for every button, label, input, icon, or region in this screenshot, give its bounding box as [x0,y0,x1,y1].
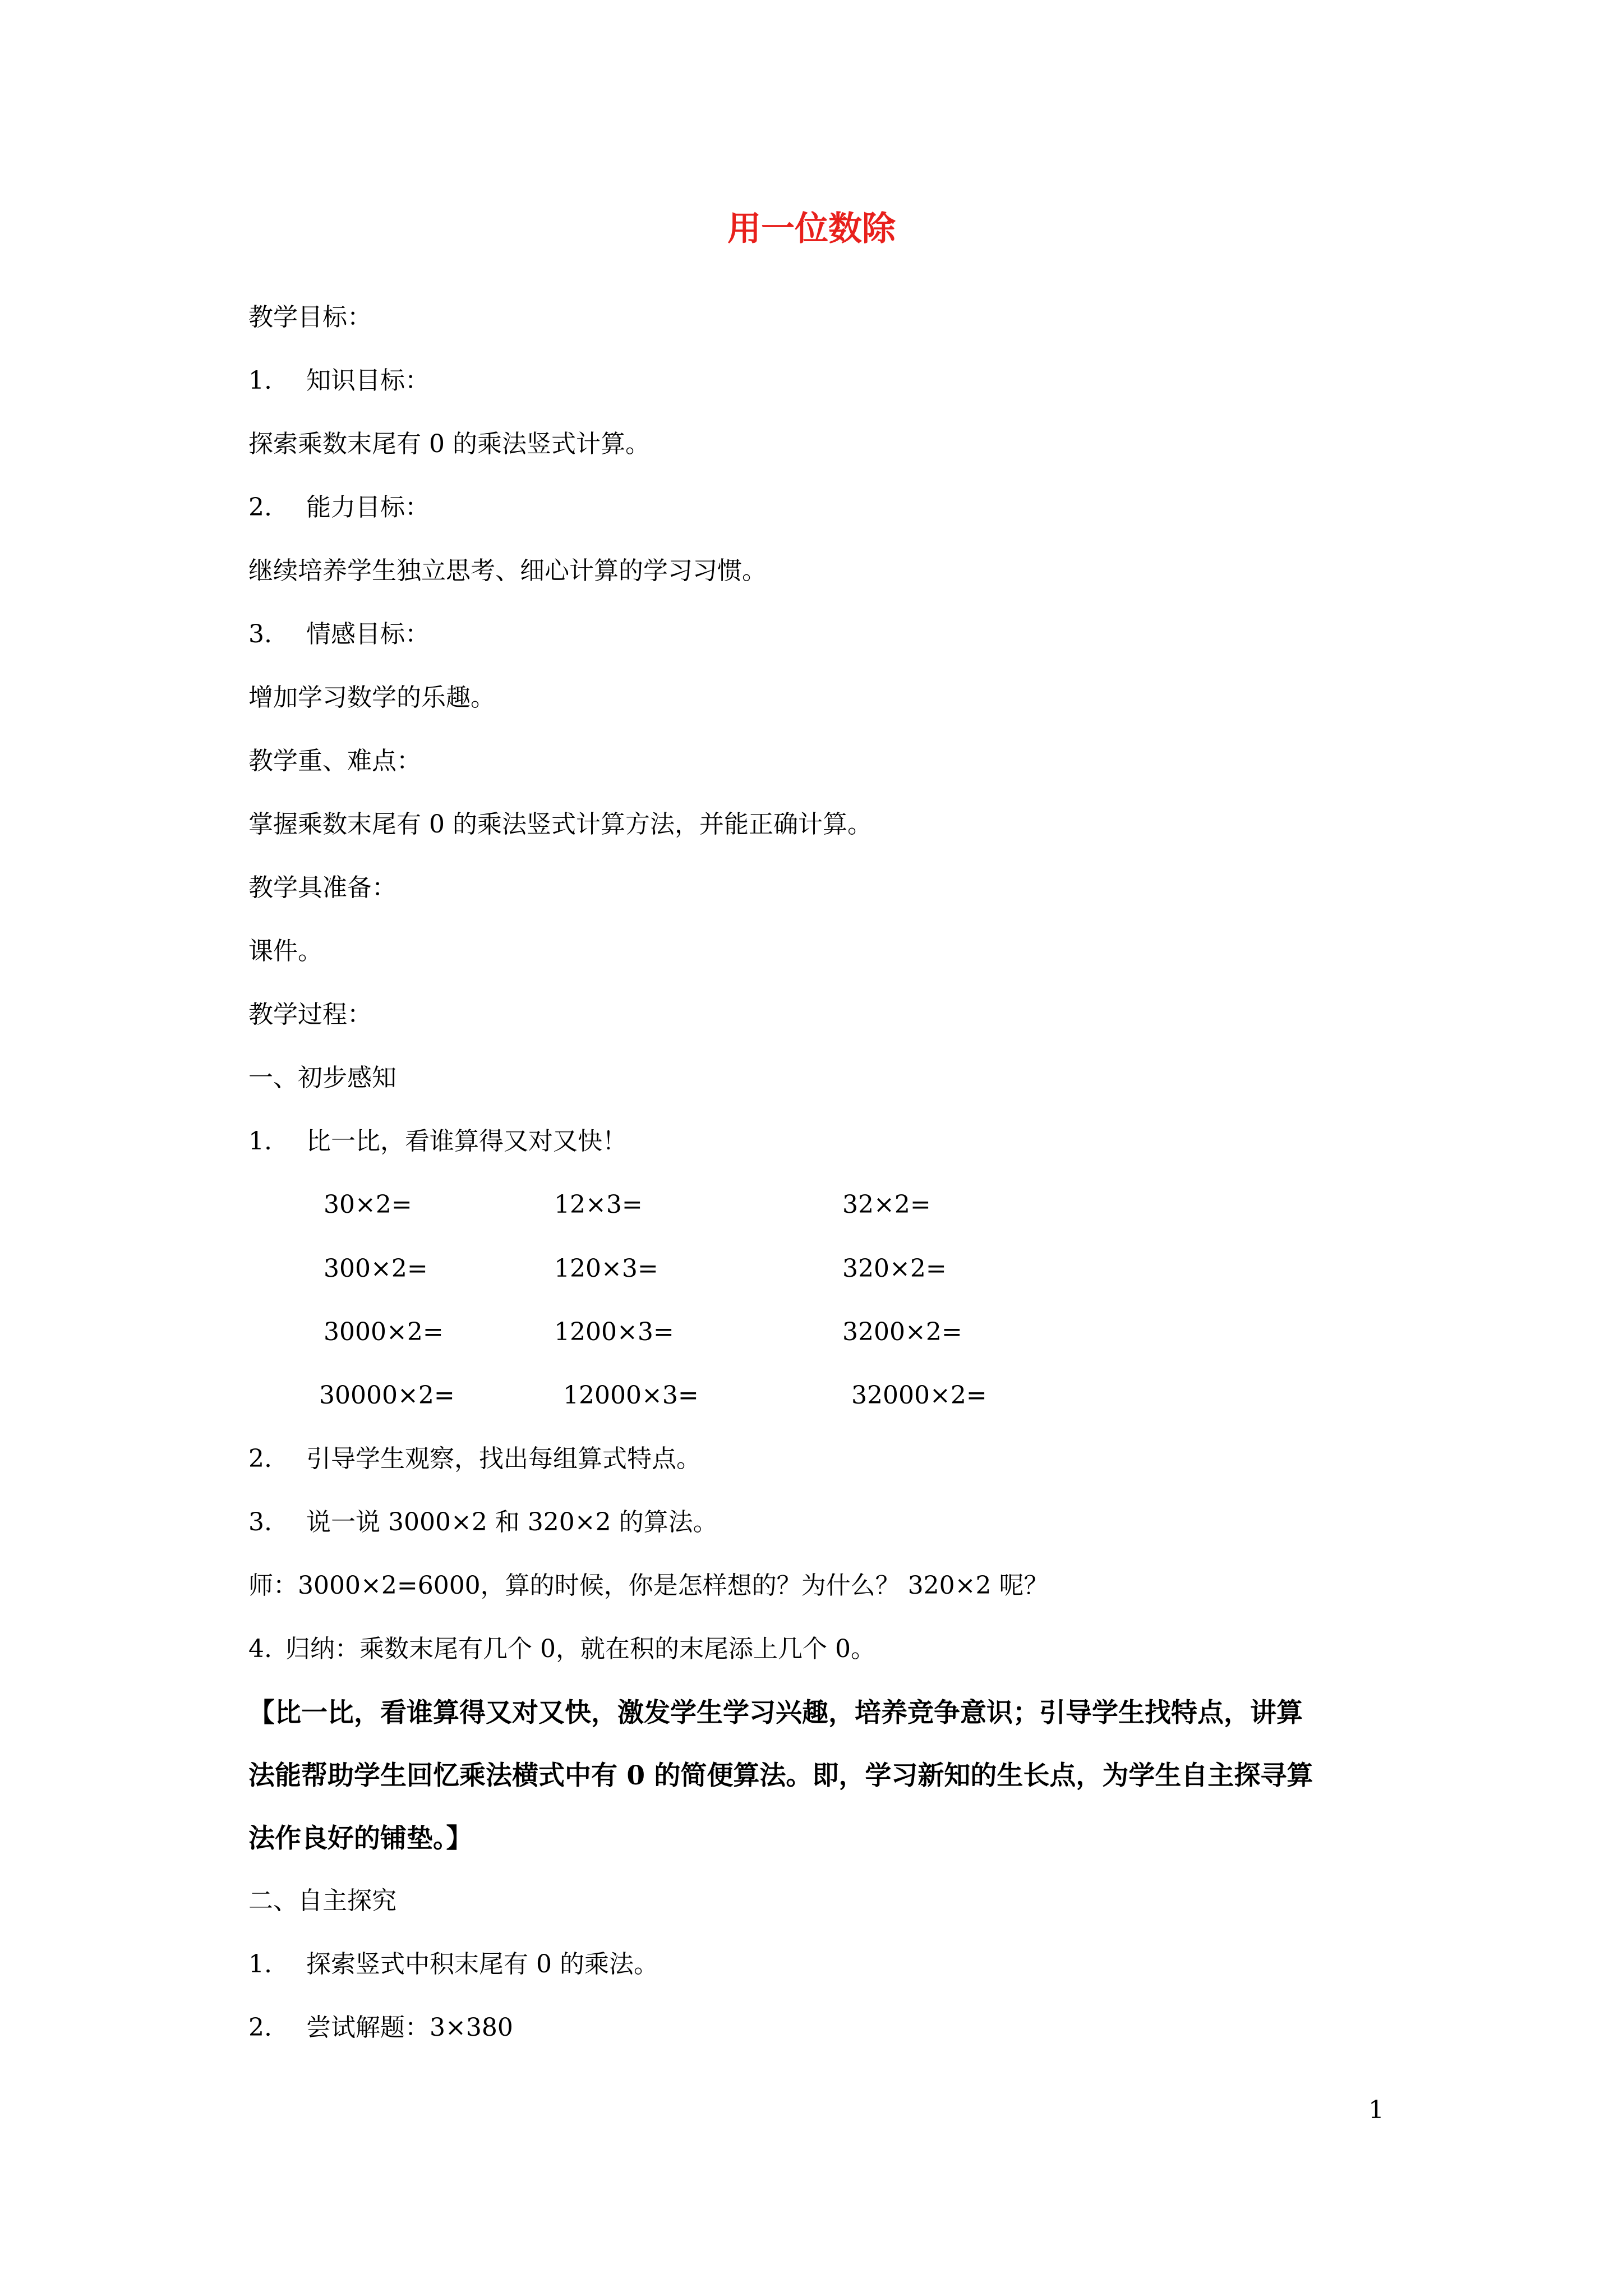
list-number: 3. [248,1508,272,1536]
exercise-cell: 30×2= [324,1190,412,1219]
paragraph: 掌握乘数末尾有 0 的乘法竖式计算方法，并能正确计算。 [248,810,872,839]
list-number: 2. [248,1444,272,1473]
exercise-cell: 32000×2= [851,1381,987,1410]
exercise-cell: 300×2= [324,1254,428,1283]
list-item-explain [248,1510,718,1535]
list-item-summary [248,1637,875,1662]
list-number: 1. [248,1950,272,1978]
exercise-cell: 320×2= [842,1254,947,1283]
list-number: 1. [248,1127,272,1156]
list-item-ability-goal [248,495,430,520]
design-note-line-2: 法能帮助学生回忆乘法横式中有 0 的简便算法。即，学习新知的生长点，为学生自主探寻算 [248,1760,1313,1791]
list-item-emotion-goal [248,622,430,647]
list-text: 尝试解题：3×380 [306,2013,513,2042]
list-item-observe [248,1444,701,1473]
list-number: 1. [248,366,272,395]
paragraph: 课件。 [248,937,322,965]
list-item-try-solve [248,2013,513,2042]
list-item-compare [248,1129,627,1154]
list-number: 3. [248,620,272,648]
list-item-explore-vertical [248,1952,658,1977]
page-number: 1 [1368,2096,1384,2124]
section-heading-materials: 教学具准备： [248,873,396,902]
list-number: 4. [248,1635,272,1663]
exercise-cell: 30000×2= [319,1381,455,1410]
section-heading-process: 教学过程： [248,1000,372,1029]
list-text: 比一比，看谁算得又对又快！ [306,1127,627,1156]
exercise-cell: 1200×3= [554,1318,674,1346]
exercise-cell: 12000×3= [563,1381,699,1410]
design-note-line-1: 【比一比，看谁算得又对又快，激发学生学习兴趣，培养竞争意识；引导学生找特点，讲算 [248,1697,1303,1728]
subsection-heading-explore: 二、自主探究 [248,1887,396,1915]
list-text: 能力目标： [306,493,430,522]
list-text: 探索竖式中积末尾有 0 的乘法。 [306,1950,658,1978]
exercise-cell: 12×3= [554,1190,643,1219]
exercise-cell: 32×2= [842,1190,931,1219]
list-text: 知识目标： [306,366,430,395]
subsection-heading-perception: 一、初步感知 [248,1064,396,1092]
exercise-cell: 120×3= [554,1254,658,1283]
list-item-knowledge-goal [248,366,430,395]
list-text: 引导学生观察，找出每组算式特点。 [306,1444,701,1473]
paragraph: 继续培养学生独立思考、细心计算的学习习惯。 [248,556,767,585]
list-text: 说一说 3000×2 和 320×2 的算法。 [306,1508,718,1536]
list-number: 2. [248,2013,272,2042]
list-number: 2. [248,493,272,522]
section-heading-key-points: 教学重、难点： [248,747,421,775]
exercise-cell: 3000×2= [324,1318,444,1346]
paragraph: 增加学习数学的乐趣。 [248,683,495,712]
design-note-line-3: 法作良好的铺垫。】 [248,1823,473,1854]
list-text: 归纳：乘数末尾有几个 0，就在积的末尾添上几个 0。 [285,1635,875,1663]
document-title: 用一位数除 [727,209,896,249]
section-heading-goals: 教学目标： [248,303,372,332]
paragraph: 探索乘数末尾有 0 的乘法竖式计算。 [248,430,650,458]
exercise-cell: 3200×2= [842,1318,962,1346]
teacher-dialogue: 师：3000×2=6000，算的时候，你是怎样想的？为什么？ 320×2 呢？ [248,1571,1049,1600]
list-text: 情感目标： [306,620,430,648]
